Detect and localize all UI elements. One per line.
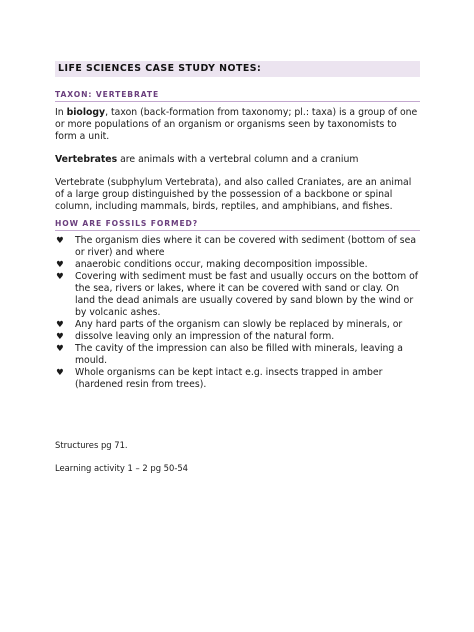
heart-bullet-icon: ♥ xyxy=(56,260,64,270)
paragraph-prefix: In xyxy=(55,107,67,118)
footer-notes xyxy=(55,440,420,486)
document-title: LIFE SCIENCES CASE STUDY NOTES: xyxy=(55,61,420,77)
list-item xyxy=(55,319,420,331)
heart-bullet-icon: ♥ xyxy=(56,344,64,354)
section-heading-fossils: HOW ARE FOSSILS FORMED? xyxy=(55,219,420,231)
list-item-text: The cavity of the impression can also be filled with minerals, leaving a mould. xyxy=(75,343,403,366)
heart-bullet-icon: ♥ xyxy=(56,272,64,282)
paragraph-biology-text: , taxon (back-formation from taxonomy; pl.: taxa) is a group of one or more populations of an organism or organisms seen by taxonomists to form a unit. xyxy=(55,107,418,142)
list-item-text: dissolve leaving only an impression of the natural form. xyxy=(75,331,335,342)
list-item xyxy=(55,331,420,343)
term-vertebrates: Vertebrates xyxy=(55,154,118,165)
document-page xyxy=(55,61,420,391)
heart-bullet-icon: ♥ xyxy=(56,236,64,246)
heart-bullet-icon: ♥ xyxy=(56,368,64,378)
list-item xyxy=(55,367,420,391)
heart-bullet-icon: ♥ xyxy=(56,320,64,330)
list-item-text: The organism dies where it can be covered with sediment (bottom of sea or river) and where xyxy=(75,235,417,258)
list-item-text: Any hard parts of the organism can slowly be replaced by minerals, or xyxy=(75,319,403,330)
list-item xyxy=(55,343,420,367)
list-item xyxy=(55,259,420,271)
paragraph-vertebrate-description: Vertebrate (subphylum Vertebrata), and also called Craniates, are an animal of a large group distinguished by the possession of a backbone or spinal column, including mammals, birds, reptiles, and amphibians, and fishes. xyxy=(55,177,412,212)
section-heading-taxon: TAXON: VERTEBRATE xyxy=(55,90,420,102)
paragraph-vertebrates-text: are animals with a vertebral column and a cranium xyxy=(117,154,359,165)
fossil-steps-list xyxy=(55,235,420,391)
footer-structures-ref: Structures pg 71. xyxy=(55,440,128,450)
footer-learning-activity-ref: Learning activity 1 – 2 pg 50-54 xyxy=(55,463,189,473)
list-item-text: Whole organisms can be kept intact e.g. insects trapped in amber (hardened resin from trees). xyxy=(75,367,383,390)
list-item xyxy=(55,235,420,259)
list-item-text: anaerobic conditions occur, making decomposition impossible. xyxy=(75,259,368,270)
term-biology: biology xyxy=(66,107,106,118)
list-item-text: Covering with sediment must be fast and usually occurs on the bottom of the sea, rivers or lakes, where it can be covered with sand or clay. On land the dead animals are usually covered by sand blown by the wind or by volcanic ashes. xyxy=(75,271,419,318)
list-item xyxy=(55,271,420,319)
paragraph-biology-definition xyxy=(55,107,420,143)
paragraph-vertebrates-definition xyxy=(55,154,420,166)
heart-bullet-icon: ♥ xyxy=(56,332,64,342)
